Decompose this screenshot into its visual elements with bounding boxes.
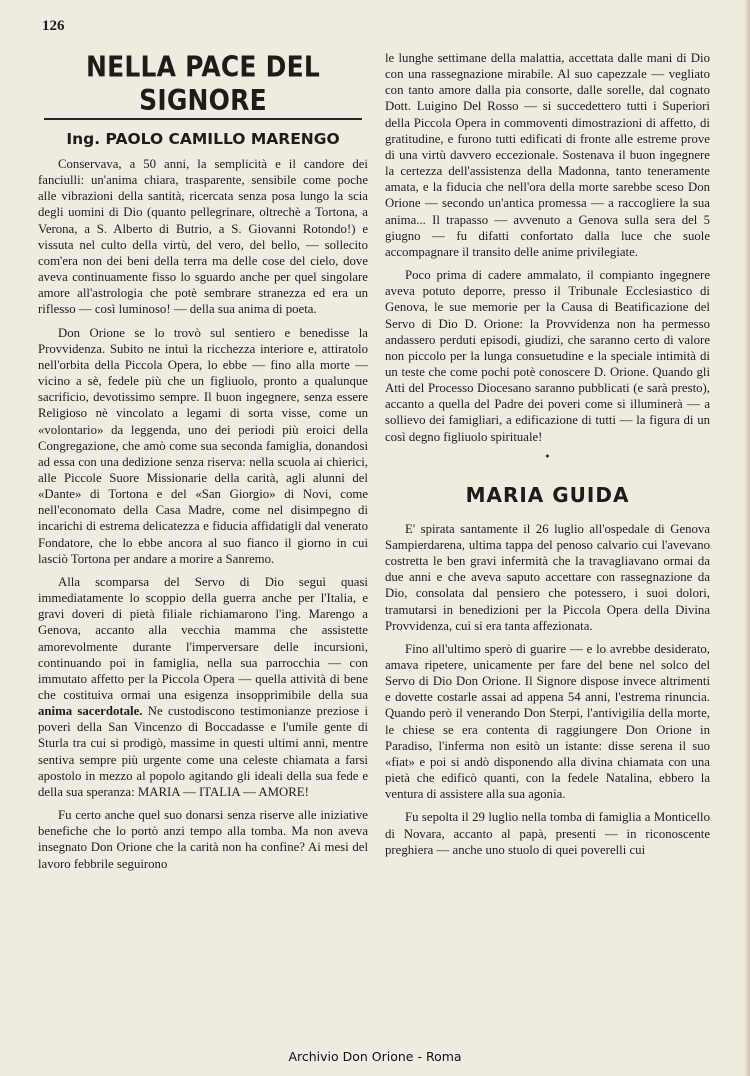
paragraph: Conservava, a 50 anni, la semplicità e il candore dei fanciulli: un'anima chiara, trasparente, sensibile come poche alle vibrazioni della santità, ricercata senza posa lungo la scia degli uomini di Dio (quanto pellegrinare, oltrechè a Tortona, a Verona, a S. Alberto di Butrio, a S. Giovanni Rotondo!) e vissuta nel culto della virtù, del vero, del bello, — sollecito com'era non dei beni della terra ma delle cose del cielo, dove aveva continuamente fisso lo sguardo anche per quel singolare amore all'astrologia che potè sembrare stranezza ed era un riflesso — così luminoso! — della sua anima di poeta. (38, 157, 368, 317)
title-rule (44, 118, 362, 120)
page-number: 126 (42, 18, 65, 34)
paragraph: le lunghe settimane della malattia, accettata dalle mani di Dio con una rassegnazione mirabile. Al suo capezzale — vegliato con tanto amore dalla pia consorte, dalle sorelle, dal cognato Dott. Luigino Del Rosso — si succedettero tutti i Superiori della Piccola Opera in commoventi dimostrazioni di affetto, di gratitudine, e furono tutti edificati di fronte alle estreme prove di una virtù davvero eccezionale. Sostenava il buon ingegnere la certezza dell'assistenza della Madonna, tanto teneramente amata, e la fiducia che nell'ora della morte sarebbe sceso Don Orione — secondo un'antica promessa — a raccogliere la sua anima... Il trapasso — avvenuto a Genova sulla sera del 5 giugno — fu difatti confortato dalla luce che suole accompagnare il transito delle anime privilegiate. (385, 51, 710, 259)
paragraph-text: Alla scomparsa del Servo di Dio seguì quasi immediatamente lo scoppio della guerra anche per l'Italia, e gravi doveri di pietà filiale richiamarono l'ing. Marengo a Genova, accanto alla vecchia mamma che assistette amorevolmente durante l'imperversare delle incursioni, continuando poi in famiglia, nella sua parrocchia — con immutato affetto per la Piccola Opera — quella attività di bene che costituiva ormai una esigenza insopprimibile della sua (38, 574, 368, 702)
left-column (38, 44, 368, 879)
paragraph: Poco prima di cadere ammalato, il compianto ingegnere aveva potuto deporre, presso il Tribunale Ecclesiastico di Genova, le sue memorie per la Causa di Beatificazione del Servo di Dio D. Orione: la Provvidenza non ha permesso andassero perduti episodi, giudizi, che saranno certo di valore non piccolo per la lunga consuetudine e la speciale intimità di un teste che come pochi potè conoscere D. Orione. Quando gli Atti del Processo Diocesano saranno pubblicati (e sarà presto), accanto a quella del Padre dei poveri come si illuminerà — a sollievo dei famigliari, a edificazione di tutti — la figura di un così degno figliuolo spirituale! (385, 268, 710, 444)
paragraph: E' spirata santamente il 26 luglio all'ospedale di Genova Sampierdarena, ultima tappa del penoso calvario cui l'avevano costretta le ben gravi infermità che la travagliavano ormai da due anni e che aveva saputo accettare con rassegnazione da Dio, consolata dal pensiero che potessero, i suoi dolori, tramutarsi in benedizioni per la Piccola Opera della Divina Provvidenza, cui si era tanta affezionata. (385, 521, 710, 633)
paragraph: Fu sepolta il 29 luglio nella tomba di famiglia a Monticello di Novara, accanto al papà, presenti — in riconoscente preghiera — anche uno stuolo di quei poverelli cui (385, 810, 710, 857)
paragraph: Don Orione se lo trovò sul sentiero e benedisse la Provvidenza. Subito ne intuì la ricchezza interiore e, attiratolo nell'orbita della Piccola Opera, lo ebbe — fino alla morte — vicino a sè, fedele più che un figliuolo, pronto a qualunque sacrificio, devotissimo sempre. Il buon ingegnere, senza essere Religioso nè vincolato a legami di sorta visse, come un «volontario» da leggenda, uno dei periodi più eroici della Congregazione, che amò come sua seconda famiglia, donandosi ad essa con una dedizione senza riserva: nella scuola ai chierici, alle Piccole Suore Missionarie della carità, agli alunni del «Dante» di Tortona e del «San Giorgio» di Novi, come nell'economato della Casa Madre, come nel disimpegno di incarichi di estrema delicatezza e fiducia affidatigli dal venerato Fondatore, che lo ebbe ancora al suo fianco il giorno in cui lasciò Tortona per andare a morire a Sanremo. (38, 325, 368, 566)
separator-dot: • (544, 451, 551, 463)
archive-footer: Archivio Don Orione - Roma (288, 1049, 462, 1064)
paragraph: Fino all'ultimo sperò di guarire — e lo avrebbe desiderato, amava ripetere, unicamente per fare del bene nel solco del Servo di Dio Don Orione. Il Signore dispose invece altrimenti e dovette costarle assai ad appena 54 anni, l'estrema rinuncia. Quando però il venerando Don Sterpi, l'antivigilia della morte, le chiese se era contenta di raggiungere Don Orione in Paradiso, l'inferma non esitò un istante: disse serena il suo «fiat» e poi si andò disponendo alla divina chiamata con una pietà che edificò quanti, con la fedele Natalina, ebbero la ventura di assistere alla sua agonia. (385, 641, 710, 802)
paragraph: Fu certo anche quel suo donarsi senza riserve alle iniziative benefiche che lo portò anzi tempo alla tomba. Ma non aveva insegnato Don Orione che la carità non ha confine? Ai mesi del lavoro febbrile seguirono (38, 808, 368, 871)
page-edge-shadow (744, 0, 750, 1076)
article-subtitle: Ing. PAOLO CAMILLO MARENGO (66, 130, 340, 148)
section-title: MARIA GUIDA (465, 482, 630, 507)
right-column (385, 50, 710, 865)
bold-phrase: anima sacerdotale. (38, 704, 143, 719)
article-title: NELLA PACE DEL SIGNORE (86, 50, 320, 117)
paragraph (38, 574, 368, 800)
paragraph-text: Ne custodiscono testimonianze preziose i poveri della San Vincenzo di Boccadasse e l'umile gente di Sturla tra cui si prodigò, massime in questi ultimi anni, mentre sentiva sempre più urgente come una celeste chiamata a farsi apostolo in mezzo al popolo agitando gli ideali della sua fede e della sua speranza: MARIA — ITALIA — AMORE! (38, 704, 368, 799)
